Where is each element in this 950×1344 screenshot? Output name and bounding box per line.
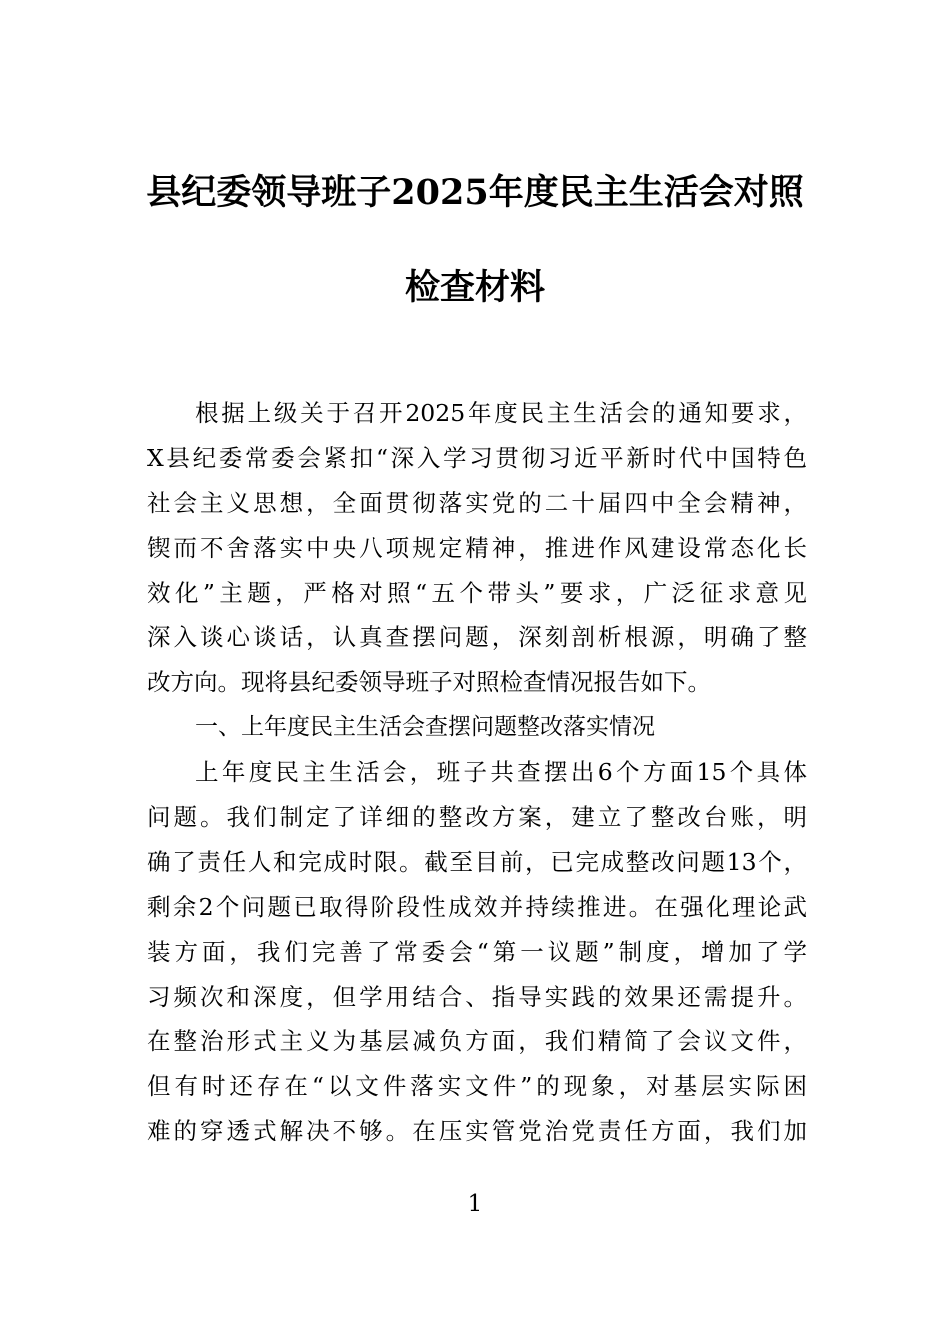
paragraph-2-line: 确了责任人和完成时限。截至目前，已完成整改问题13个，: [147, 847, 807, 876]
paragraph-2-line: 习频次和深度，但学用结合、指导实践的效果还需提升。: [147, 982, 807, 1011]
document-title-line-2: 检查材料: [404, 267, 545, 308]
paragraph-1-line: 深入谈心谈话，认真查摆问题，深刻剖析根源，明确了整: [147, 623, 807, 652]
paragraph-2-line: 装方面，我们完善了常委会“第一议题”制度，增加了学: [147, 937, 807, 966]
paragraph-1-line: 效化”主题，严格对照“五个带头”要求，广泛征求意见: [147, 578, 807, 607]
paragraph-2-line: 问题。我们制定了详细的整改方案，建立了整改台账，明: [147, 803, 807, 832]
paragraph-2-line: 剩余2个问题已取得阶段性成效并持续推进。在强化理论武: [147, 892, 807, 921]
paragraph-2-line: 但有时还存在“以文件落实文件”的现象，对基层实际困: [147, 1072, 807, 1101]
paragraph-2-line: 在整治形式主义为基层减负方面，我们精简了会议文件，: [147, 1027, 807, 1056]
paragraph-1-line: X县纪委常委会紧扣“深入学习贯彻习近平新时代中国特色: [147, 443, 807, 472]
paragraph-1-line: 改方向。现将县纪委领导班子对照检查情况报告如下。: [147, 668, 711, 697]
paragraph-1-line: 社会主义思想，全面贯彻落实党的二十届四中全会精神，: [147, 488, 807, 517]
section-heading-1: 一、上年度民主生活会查摆问题整改落实情况: [195, 714, 655, 741]
document-body: [147, 398, 807, 1161]
paragraph-2-line: 难的穿透式解决不够。在压实管党治党责任方面，我们加: [147, 1117, 807, 1146]
paragraph-1-line: 锲而不舍落实中央八项规定精神，推进作风建设常态化长: [147, 533, 807, 562]
paragraph-1-line: 根据上级关于召开2025年度民主生活会的通知要求，: [195, 399, 807, 427]
page-number: 1: [467, 1191, 483, 1217]
document-title-line-1: 县纪委领导班子2025年度民主生活会对照: [146, 172, 804, 213]
paragraph-2-line: 上年度民主生活会，班子共查摆出6个方面15个具体: [195, 758, 807, 787]
